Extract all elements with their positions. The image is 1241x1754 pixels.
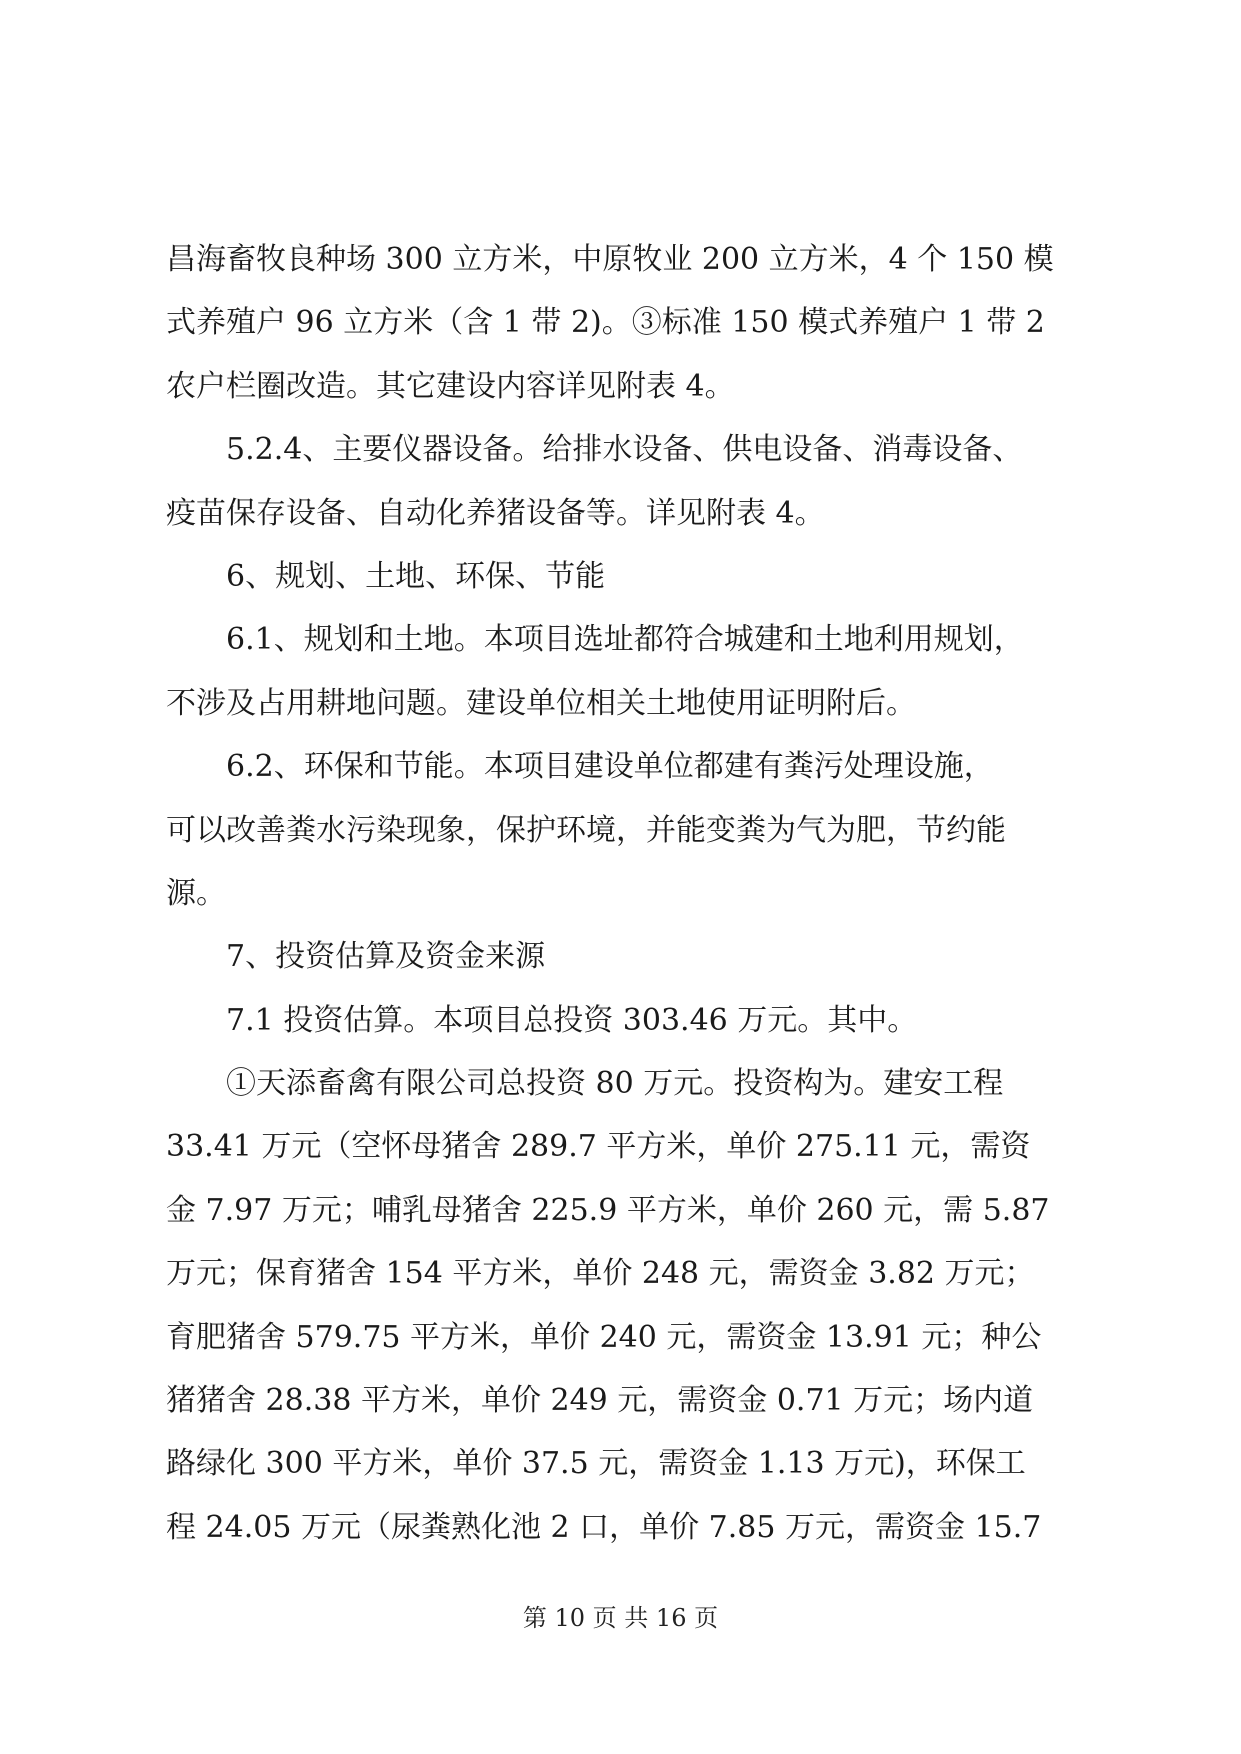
section-heading: 7、投资估算及资金来源 <box>166 939 546 975</box>
text-line: 猪猪舍 28.38 平方米，单价 249 元，需资金 0.71 万元；场内道 <box>166 1383 1034 1419</box>
text-line: 可以改善粪水污染现象，保护环境，并能变粪为气为肥，节约能 <box>166 812 1006 848</box>
text-line: 疫苗保存设备、自动化养猪设备等。详见附表 4。 <box>166 495 825 531</box>
text-line: 金 7.97 万元；哺乳母猪舍 225.9 平方米，单价 260 元，需 5.87 <box>166 1192 1050 1228</box>
text-line: 路绿化 300 平方米，单价 37.5 元，需资金 1.13 万元)，环保工 <box>166 1446 1026 1482</box>
text-line: 6.1、规划和土地。本项目选址都符合城建和土地利用规划， <box>166 622 1024 658</box>
page-number-footer: 第 10 页 共 16 页 <box>522 1604 719 1632</box>
text-line: 式养殖户 96 立方米（含 1 带 2)。③标准 150 模式养殖户 1 带 2 <box>166 305 1045 341</box>
text-line: 33.41 万元（空怀母猪舍 289.7 平方米，单价 275.11 元，需资 <box>166 1129 1031 1165</box>
text-line: 源。 <box>166 875 226 911</box>
text-line: 万元；保育猪舍 154 平方米，单价 248 元，需资金 3.82 万元； <box>166 1256 1035 1292</box>
text-line: 5.2.4、主要仪器设备。给排水设备、供电设备、消毒设备、 <box>166 432 1023 468</box>
text-line: 昌海畜牧良种场 300 立方米，中原牧业 200 立方米，4 个 150 模 <box>166 242 1054 277</box>
text-line: 育肥猪舍 579.75 平方米，单价 240 元，需资金 13.91 元；种公 <box>166 1319 1042 1355</box>
text-line: 7.1 投资估算。本项目总投资 303.46 万元。其中。 <box>166 1002 918 1038</box>
text-line: 6.2、环保和节能。本项目建设单位都建有粪污处理设施， <box>166 749 994 785</box>
text-line: 不涉及占用耕地问题。建设单位相关土地使用证明附后。 <box>166 685 916 721</box>
text-line: 程 24.05 万元（尿粪熟化池 2 口，单价 7.85 万元，需资金 15.7 <box>166 1509 1042 1545</box>
section-heading: 6、规划、土地、环保、节能 <box>166 558 606 594</box>
text-line: 农户栏圈改造。其它建设内容详见附表 4。 <box>166 368 735 404</box>
document-body <box>166 228 1090 1559</box>
text-line: ①天添畜禽有限公司总投资 80 万元。投资构为。建安工程 <box>166 1066 1004 1102</box>
